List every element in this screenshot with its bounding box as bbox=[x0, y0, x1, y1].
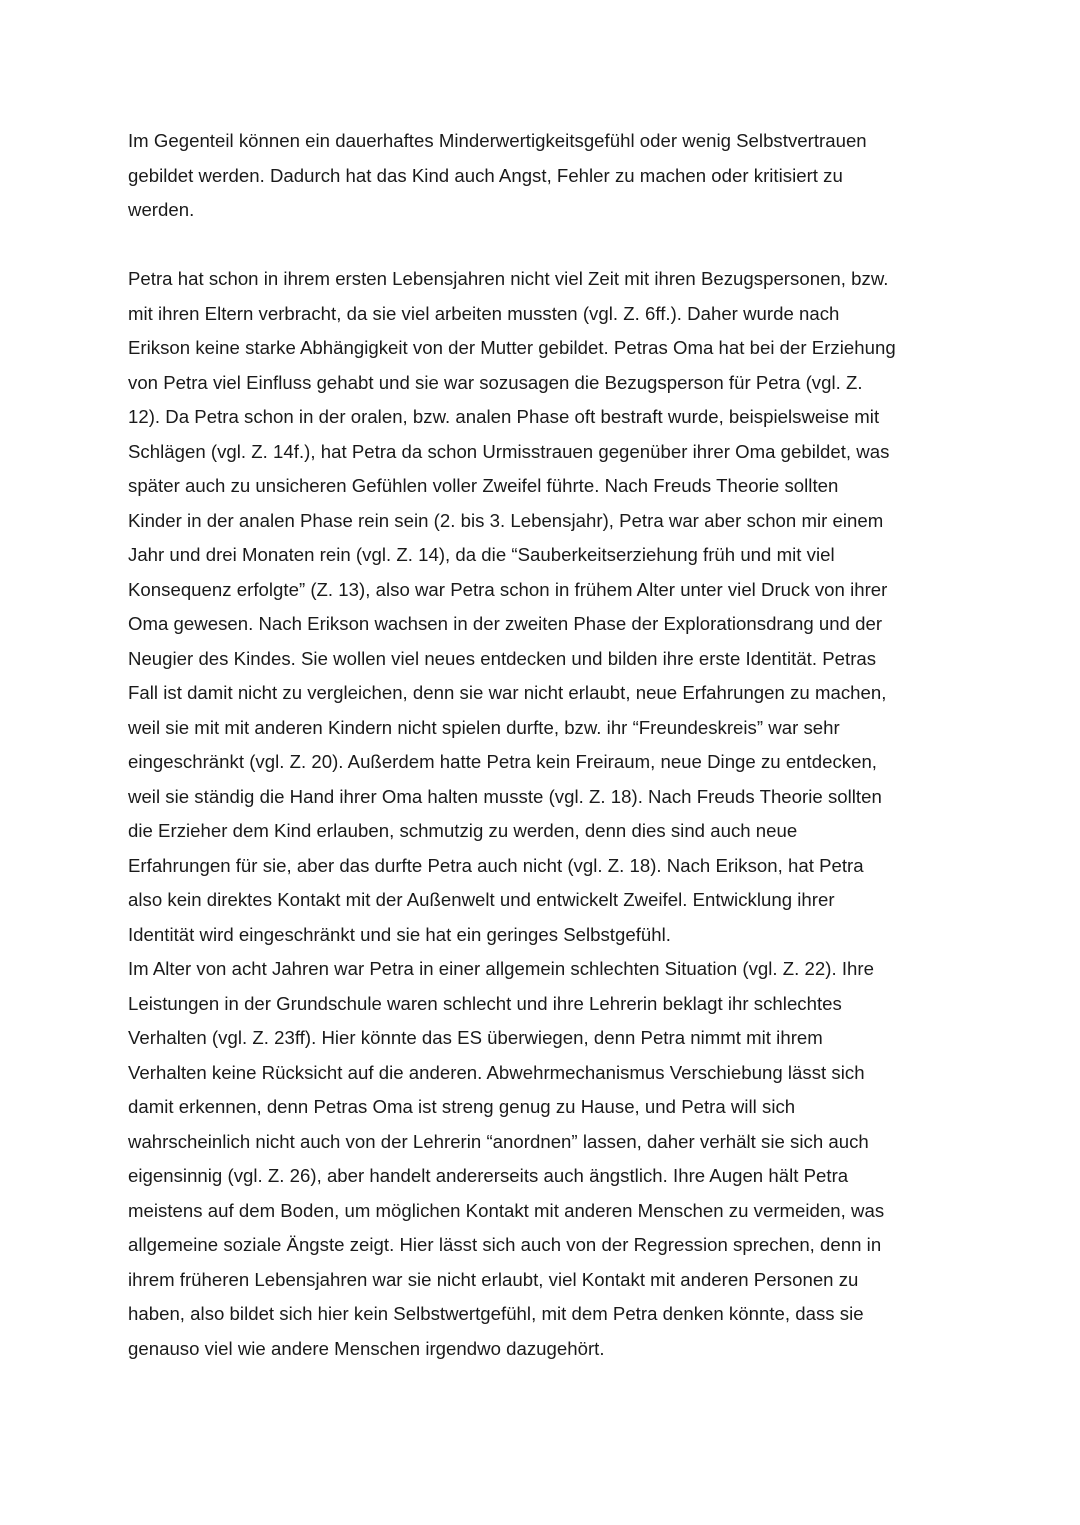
text-line: haben, also bildet sich hier kein Selbstwertgefühl, mit dem Petra denken könnte, dass sie bbox=[128, 1303, 864, 1324]
text-line: später auch zu unsicheren Gefühlen voller Zweifel führte. Nach Freuds Theorie sollten bbox=[128, 475, 839, 496]
document-body bbox=[128, 124, 958, 1366]
text-line: Erikson keine starke Abhängigkeit von der Mutter gebildet. Petras Oma hat bei der Erziehung bbox=[128, 337, 896, 358]
text-line: werden. bbox=[128, 199, 195, 220]
paragraph-spacer bbox=[128, 228, 958, 263]
paragraph-2 bbox=[128, 262, 958, 952]
text-line: Im Gegenteil können ein dauerhaftes Minderwertigkeitsgefühl oder wenig Selbstvertrauen bbox=[128, 130, 867, 151]
text-line: Jahr und drei Monaten rein (vgl. Z. 14), da die “Sauberkeitserziehung früh und mit viel bbox=[128, 544, 835, 565]
text-line: mit ihren Eltern verbracht, da sie viel arbeiten mussten (vgl. Z. 6ff.). Daher wurde nach bbox=[128, 302, 840, 324]
text-line: damit erkennen, denn Petras Oma ist streng genug zu Hause, und Petra will sich bbox=[128, 1096, 796, 1117]
paragraph-3 bbox=[128, 952, 958, 1366]
text-line: Fall ist damit nicht zu vergleichen, denn sie war nicht erlaubt, neue Erfahrungen zu machen, bbox=[128, 682, 887, 703]
text-line: meistens auf dem Boden, um möglichen Kontakt mit anderen Menschen zu vermeiden, was bbox=[128, 1199, 885, 1221]
text-line: Neugier des Kindes. Sie wollen viel neues entdecken und bilden ihre erste Identität. Petras bbox=[128, 647, 877, 669]
text-line: Verhalten (vgl. Z. 23ff). Hier könnte das ES überwiegen, denn Petra nimmt mit ihrem bbox=[128, 1027, 823, 1048]
text-line: Im Alter von acht Jahren war Petra in einer allgemein schlechten Situation (vgl. Z. 22). Ihre bbox=[128, 958, 874, 979]
text-line: 12). Da Petra schon in der oralen, bzw. analen Phase oft bestraft wurde, beispielsweise mit bbox=[128, 406, 880, 427]
text-line: Petra hat schon in ihrem ersten Lebensjahren nicht viel Zeit mit ihren Bezugspersonen, bzw. bbox=[128, 268, 889, 289]
text-line: genauso viel wie andere Menschen irgendwo dazugehört. bbox=[128, 1337, 605, 1359]
text-line: Konsequenz erfolgte” (Z. 13), also war Petra schon in frühem Alter unter viel Druck von ihrer bbox=[128, 578, 888, 600]
text-line: ihrem früheren Lebensjahren war sie nicht erlaubt, viel Kontakt mit anderen Personen zu bbox=[128, 1268, 859, 1290]
text-line: eigensinnig (vgl. Z. 26), aber handelt andererseits auch ängstlich. Ihre Augen hält Petra bbox=[128, 1165, 849, 1186]
text-line: wahrscheinlich nicht auch von der Lehrerin “anordnen” lassen, daher verhält sie sich auch bbox=[128, 1130, 869, 1152]
text-line: Kinder in der analen Phase rein sein (2. bis 3. Lebensjahr), Petra war aber schon mir einem bbox=[128, 509, 884, 531]
text-line: Erfahrungen für sie, aber das durfte Petra auch nicht (vgl. Z. 18). Nach Erikson, hat Petra bbox=[128, 854, 864, 876]
text-line: Identität wird eingeschränkt und sie hat ein geringes Selbstgefühl. bbox=[128, 923, 671, 945]
text-line: eingeschränkt (vgl. Z. 20). Außerdem hatte Petra kein Freiraum, neue Dinge zu entdecken, bbox=[128, 751, 877, 772]
text-line: weil sie ständig die Hand ihrer Oma halten musste (vgl. Z. 18). Nach Freuds Theorie sollten bbox=[128, 785, 882, 807]
text-line: Leistungen in der Grundschule waren schlecht und ihre Lehrerin beklagt ihr schlechtes bbox=[128, 992, 842, 1014]
text-line: weil sie mit mit anderen Kindern nicht spielen durfte, bzw. ihr “Freundeskreis” war sehr bbox=[128, 716, 840, 738]
text-line: Oma gewesen. Nach Erikson wachsen in der zweiten Phase der Explorationsdrang und der bbox=[128, 613, 883, 634]
text-line: gebildet werden. Dadurch hat das Kind auch Angst, Fehler zu machen oder kritisiert zu bbox=[128, 164, 843, 186]
text-line: Verhalten keine Rücksicht auf die anderen. Abwehrmechanismus Verschiebung lässt sich bbox=[128, 1061, 865, 1083]
paragraph-1 bbox=[128, 124, 958, 228]
text-line: die Erzieher dem Kind erlauben, schmutzig zu werden, denn dies sind auch neue bbox=[128, 820, 798, 841]
text-line: also kein direktes Kontakt mit der Außenwelt und entwickelt Zweifel. Entwicklung ihrer bbox=[128, 889, 835, 910]
text-line: von Petra viel Einfluss gehabt und sie war sozusagen die Bezugsperson für Petra (vgl. Z. bbox=[128, 371, 863, 393]
text-line: Schlägen (vgl. Z. 14f.), hat Petra da schon Urmisstrauen gegenüber ihrer Oma gebildet, was bbox=[128, 440, 890, 462]
text-line: allgemeine soziale Ängste zeigt. Hier lässt sich auch von der Regression sprechen, denn in bbox=[128, 1234, 882, 1255]
